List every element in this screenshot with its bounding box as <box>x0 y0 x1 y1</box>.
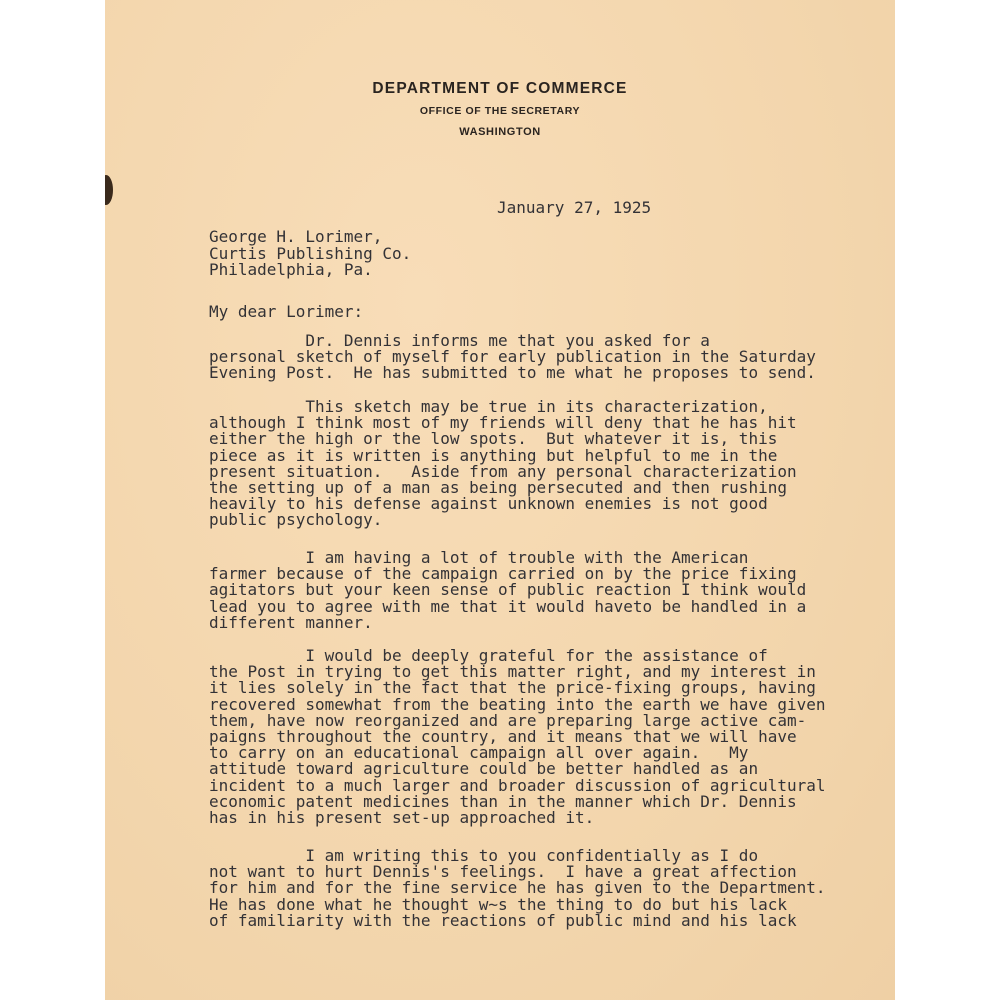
paper-stain <box>105 175 113 205</box>
body-paragraph: I am writing this to you confidentially as I do not want to hurt Dennis's feelings. I have a great affection for him and for the fine service he has given to the Department. He has done what he thought w~s the thing to do but his lack of familiarity with the reactions of public mind and his lack <box>209 846 826 930</box>
body-paragraph: This sketch may be true in its characterization, although I think most of my friends will deny that he has hit either the high or the low spots. But whatever it is, this piece as it is written is anything but helpful to me in the present situation. Aside from any personal characterization the setting up of a man as being persecuted and then rushing heavily to his defense against unknown enemies is not good public psychology. <box>209 397 797 530</box>
letterhead-office: OFFICE OF THE SECRETARY <box>419 105 581 117</box>
body-paragraph: I am having a lot of trouble with the American farmer because of the campaign carried on by the price fixing agitators but your keen sense of public reaction I think would lead you to agree with me that it would haveto be handled in a different manner. <box>209 548 807 632</box>
body-paragraph: I would be deeply grateful for the assistance of the Post in trying to get this matter right, and my interest in it lies solely in the fact that the price-fixing groups, having recovered somewhat from the beating into the earth we have given them, have now reorganized and are preparing large active cam- paigns throughout the country, and it means that we will have to carry on an educational campaign all over again. My attitude toward agriculture could be better handled as an incident to a much larger and broader discussion of agricultural economic patent medicines than in the manner which Dr. Dennis has in his present set-up approached it. <box>209 646 826 828</box>
letterhead-city: WASHINGTON <box>459 126 541 138</box>
recipient-line: Curtis Publishing Co. <box>209 243 412 263</box>
salutation: My dear Lorimer: <box>209 302 364 321</box>
body-paragraph: Dr. Dennis informs me that you asked for a personal sketch of myself for early publication in the Saturday Evening Post. He has submitted to me what he proposes to send. <box>209 331 816 383</box>
recipient-address <box>209 229 411 279</box>
recipient-line: George H. Lorimer, <box>209 227 383 246</box>
letter-date: January 27, 1925 <box>497 198 652 217</box>
letter-page <box>105 0 895 1000</box>
letterhead-department: DEPARTMENT OF COMMERCE <box>372 80 628 97</box>
recipient-line: Philadelphia, Pa. <box>209 260 373 279</box>
